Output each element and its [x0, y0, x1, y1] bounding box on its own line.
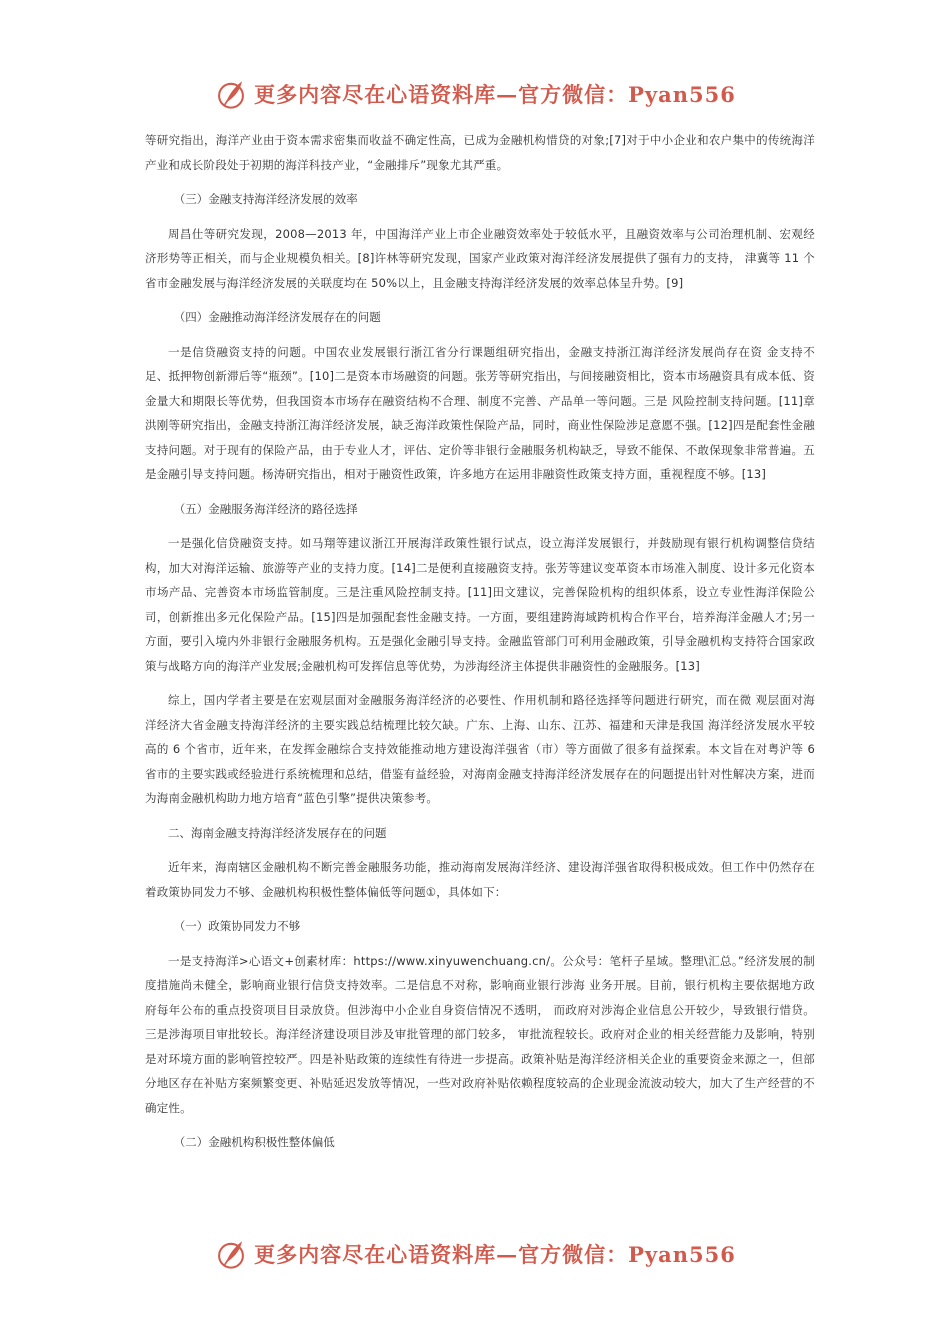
quill-logo-icon	[214, 77, 248, 111]
document-body	[145, 128, 815, 1165]
section-heading: （一）政策协同发力不够	[173, 919, 301, 933]
body-paragraph: 等研究指出，海洋产业由于资本需求密集而收益不确定性高，已成为金融机构惜贷的对象;[7]对于中小企业和农户集中的传统海洋产业和成长阶段处于初期的海洋科技产业，“金融排斥”现象尤其严重。	[145, 133, 815, 172]
header-banner	[0, 74, 950, 114]
footer-banner	[0, 1234, 950, 1274]
section-heading: （五）金融服务海洋经济的路径选择	[173, 501, 358, 516]
body-paragraph: 近年来，海南辖区金融机构不断完善金融服务功能，推动海南发展海洋经济、建设海洋强省取得积极成效。但工作中仍然存在着政策协同发力不够、金融机构积极性整体偏低等问题①，具体如下：	[145, 860, 815, 899]
header-banner-text: 更多内容尽在心语资料库—官方微信：Pyan556	[254, 82, 736, 107]
section-heading: 二、海南金融支持海洋经济发展存在的问题	[168, 825, 387, 840]
quill-logo-icon	[214, 1237, 248, 1271]
body-paragraph: 一是支持海洋>心语文+创素材库：https://www.xinyuwenchuang.cn/。公众号：笔杆子星域。整理\汇总。”经济发展的制度措施尚未健全，影响商业银行信贷支持效率。二是信息不对称，影响商业银行涉海 业务开展。目前，银行机构主要依据地方政府每年公布的重点投资项目目录放贷。但涉海中小企业自身资信情况不透明， 而政府对涉海企业信息公开较少，导致银行惜贷。三是涉海项目审批较长。海洋经济建设项目涉及审批管理的部门较多， 审批流程较长。政府对企业的相关经营能力及影响，特别是对环境方面的影响管控较严。四是补贴政策的连续性有待进一步提高。政策补贴是海洋经济相关企业的重要资金来源之一，但部分地区存在补贴方案频繁变更、补贴延迟发放等情况，一些对政府补贴依赖程度较高的企业现金流波动较大，加大了生产经营的不确定性。	[145, 953, 815, 1115]
body-paragraph: 周昌仕等研究发现，2008—2013 年，中国海洋产业上市企业融资效率处于较低水平，且融资效率与公司治理机制、宏观经济形势等正相关，而与企业规模负相关。[8]许林等研究发现，国家产业政策对海洋经济发展提供了强有力的支持， 津冀等 11 个省市金融发展与海洋经济发展的关联度均在 50%以上，且金融支持海洋经济发展的效率总体呈升势。[9]	[145, 226, 815, 290]
section-heading: （四）金融推动海洋经济发展存在的问题	[173, 310, 381, 324]
section-heading: （二）金融机构积极性整体偏低	[173, 1135, 335, 1149]
section-heading: （三）金融支持海洋经济发展的效率	[173, 192, 358, 206]
footer-banner-text: 更多内容尽在心语资料库—官方微信：Pyan556	[254, 1242, 736, 1267]
body-paragraph: 一是强化信贷融资支持。如马翔等建议浙江开展海洋政策性银行试点，设立海洋发展银行，并鼓励现有银行机构调整信贷结构，加大对海洋运输、旅游等产业的支持力度。[14]二是便利直接融资支持。张芳等建议变革资本市场准入制度、设计多元化资本市场产品、完善资本市场监管制度。三是注重风险控制支持。[11]田文建议，完善保险机构的组织体系，设立专业性海洋保险公司，创新推出多元化保险产品。[15]四是加强配套性金融支持。一方面，要组建跨海域跨机构合作平台，培养海洋金融人才;另一方面，要引入境内外非银行金融服务机构。五是强化金融引导支持。金融监管部门可利用金融政策，引导金融机构支持符合国家政策与战略方向的海洋产业发展;金融机构可发挥信息等优势，为涉海经济主体提供非融资性的金融服务。[13]	[145, 536, 815, 673]
body-paragraph: 综上，国内学者主要是在宏观层面对金融服务海洋经济的必要性、作用机制和路径选择等问题进行研究，而在微 观层面对海洋经济大省金融支持海洋经济的主要实践总结梳理比较欠缺。广东、上海、山东、江苏、福建和天津是我国 海洋经济发展水平较高的 6 个省市，近年来，在发挥金融综合支持效能推动地方建设海洋强省（市）等方面做了很多有益探索。本文旨在对粤沪等 6 省市的主要实践或经验进行系统梳理和总结，借鉴有益经验，对海南金融支持海洋经济发展存在的问题提出针对性解决方案，进而为海南金融机构助力地方培育“蓝色引擎”提供决策参考。	[145, 693, 815, 805]
body-paragraph: 一是信贷融资支持的问题。中国农业发展银行浙江省分行课题组研究指出，金融支持浙江海洋经济发展尚存在资 金支持不足、抵押物创新滞后等“瓶颈”。[10]二是资本市场融资的问题。张芳等研究指出，与间接融资相比，资本市场融资具有成本低、资金量大和期限长等优势，但我国资本市场存在融资结构不合理、制度不完善、产品单一等问题。三是 风险控制支持问题。[11]章洪刚等研究指出，金融支持浙江海洋经济发展，缺乏海洋政策性保险产品，同时，商业性保险涉足意愿不强。[12]四是配套性金融支持问题。对于现有的保险产品，由于专业人才，评估、定价等非银行金融服务机构缺乏，导致不能保、不敢保现象非常普遍。五是金融引导支持问题。杨涛研究指出，相对于融资性政策，许多地方在运用非融资性政策支持方面，重视程度不够。[13]	[145, 344, 815, 481]
